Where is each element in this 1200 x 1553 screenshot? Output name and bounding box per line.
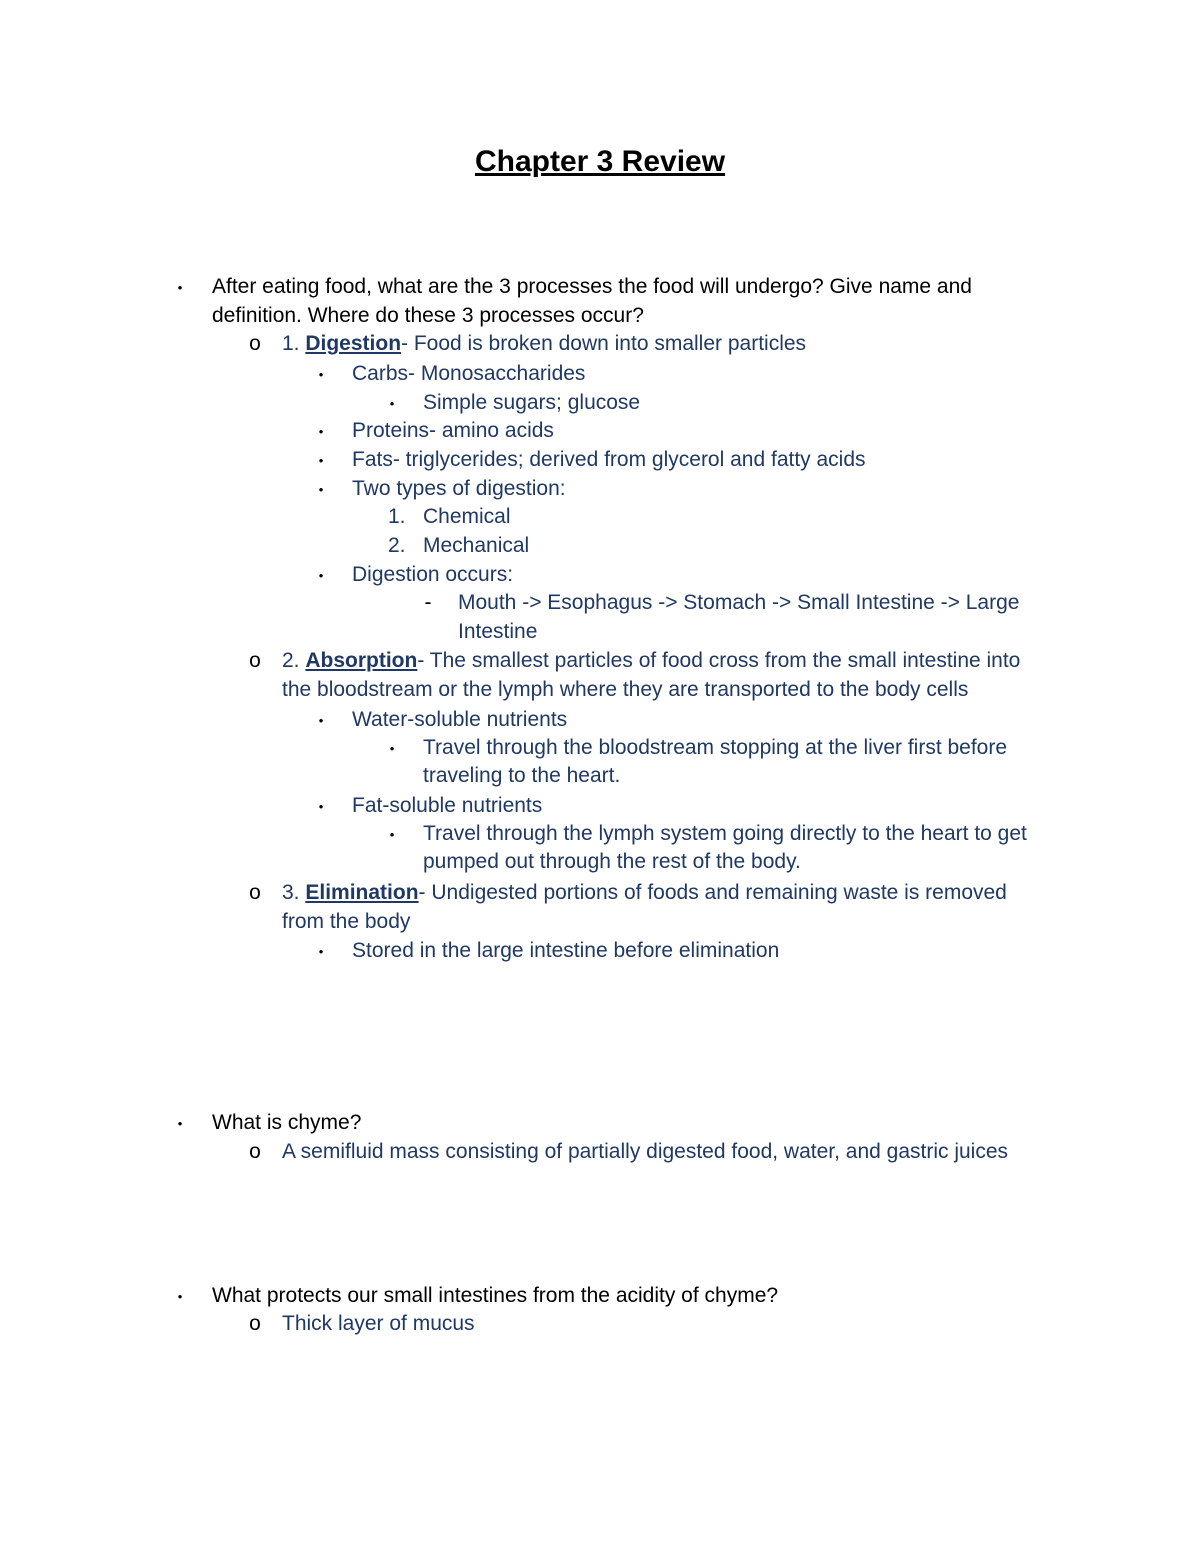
water-soluble-item: Water-soluble nutrients xyxy=(352,708,568,731)
bullet-icon: • xyxy=(318,568,324,583)
question-3: What protects our small intestines from the acidity of chyme? xyxy=(212,1284,779,1307)
bullet-icon: • xyxy=(318,424,324,439)
digestion-definition: - Food is broken down into smaller particles xyxy=(401,332,807,355)
simple-sugars-item: Simple sugars; glucose xyxy=(423,391,641,414)
digestion-occurs-item: Digestion occurs: xyxy=(352,563,514,586)
absorption-definition: - The smallest particles of food cross from the small intestine into xyxy=(417,649,1021,672)
absorption-number: 2. xyxy=(282,649,306,672)
answer-2: A semifluid mass consisting of partially digested food, water, and gastric juices xyxy=(282,1140,1009,1163)
question-1-line-2: definition. Where do these 3 processes occur? xyxy=(212,304,644,327)
fat-soluble-detail-line-2: pumped out through the rest of the body. xyxy=(423,850,801,873)
digestion-path-line-1: Mouth -> Esophagus -> Stomach -> Small Intestine -> Large xyxy=(458,591,1020,614)
digestion-path-line-2: Intestine xyxy=(458,620,538,643)
dash-bullet-icon: - xyxy=(424,591,432,614)
elimination-definition: - Undigested portions of foods and remaining waste is removed xyxy=(418,881,1007,904)
elimination-definition-line-2: from the body xyxy=(282,910,411,933)
bullet-icon: • xyxy=(389,396,395,411)
digestion-heading xyxy=(282,329,806,358)
proteins-item: Proteins- amino acids xyxy=(352,419,554,442)
bullet-icon: • xyxy=(318,799,324,814)
bullet-icon: • xyxy=(318,453,324,468)
circle-bullet-icon: o xyxy=(249,881,261,904)
bullet-icon: • xyxy=(177,1116,183,1131)
carbs-item: Carbs- Monosaccharides xyxy=(352,362,586,385)
elimination-term: Elimination xyxy=(305,881,419,904)
answer-3: Thick layer of mucus xyxy=(282,1312,475,1335)
bullet-icon: • xyxy=(318,367,324,382)
circle-bullet-icon: o xyxy=(249,1312,261,1335)
bullet-icon: • xyxy=(318,713,324,728)
absorption-term: Absorption xyxy=(305,649,418,672)
circle-bullet-icon: o xyxy=(249,649,261,672)
fat-soluble-detail-line-1: Travel through the lymph system going directly to the heart to get xyxy=(423,822,1027,845)
digestion-number: 1. xyxy=(282,332,306,355)
water-soluble-detail-line-1: Travel through the bloodstream stopping at the liver first before xyxy=(423,736,1008,759)
type-1-number: 1. xyxy=(388,505,406,528)
elimination-heading xyxy=(282,878,1007,907)
type-1-item: Chemical xyxy=(423,505,511,528)
bullet-icon: • xyxy=(318,944,324,959)
fat-soluble-item: Fat-soluble nutrients xyxy=(352,794,543,817)
bullet-icon: • xyxy=(177,280,183,295)
fats-item: Fats- triglycerides; derived from glycerol and fatty acids xyxy=(352,448,866,471)
bullet-icon: • xyxy=(318,482,324,497)
bullet-icon: • xyxy=(177,1289,183,1304)
page-title: Chapter 3 Review xyxy=(474,145,726,178)
water-soluble-detail-line-2: traveling to the heart. xyxy=(423,764,621,787)
type-2-number: 2. xyxy=(388,534,406,557)
absorption-heading xyxy=(282,646,1020,675)
absorption-definition-line-2: the bloodstream or the lymph where they are transported to the body cells xyxy=(282,678,969,701)
bullet-icon: • xyxy=(389,827,395,842)
stored-item: Stored in the large intestine before elimination xyxy=(352,939,780,962)
circle-bullet-icon: o xyxy=(249,332,261,355)
question-2: What is chyme? xyxy=(212,1111,362,1134)
bullet-icon: • xyxy=(389,741,395,756)
circle-bullet-icon: o xyxy=(249,1140,261,1163)
digestion-term: Digestion xyxy=(305,332,402,355)
question-1-line-1: After eating food, what are the 3 processes the food will undergo? Give name and xyxy=(212,275,972,298)
type-2-item: Mechanical xyxy=(423,534,530,557)
two-types-item: Two types of digestion: xyxy=(352,477,566,500)
elimination-number: 3. xyxy=(282,881,306,904)
